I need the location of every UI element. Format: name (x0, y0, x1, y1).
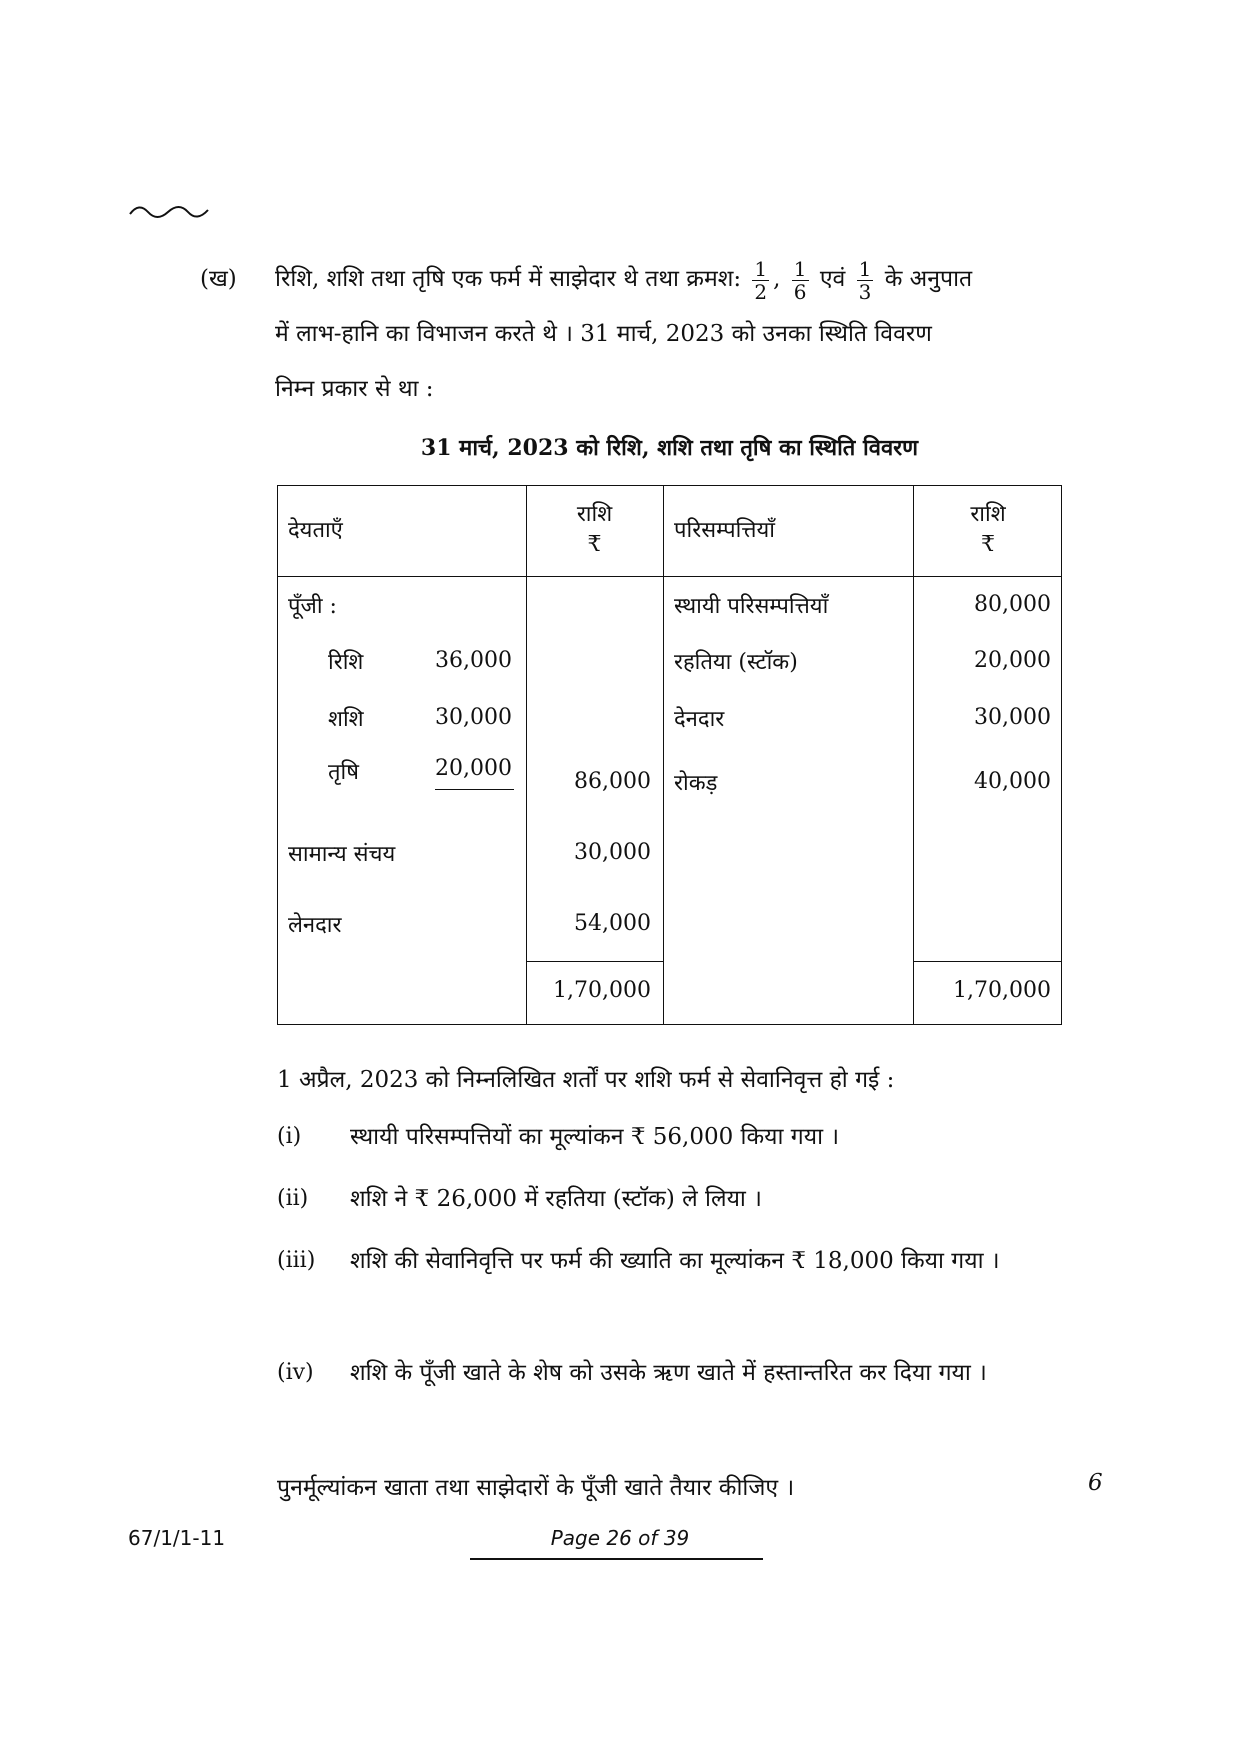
header-assets: परिसम्पत्तियाँ (674, 518, 775, 543)
asset-name: रहतिया (स्टॉक) (674, 650, 798, 675)
question-part-label: (ख) (200, 266, 237, 292)
partner-name: रिशि (328, 650, 364, 675)
condition-number: (i) (277, 1124, 302, 1149)
asset-amount: 80,000 (974, 592, 1051, 617)
partner-capital: 20,000 (435, 756, 512, 781)
assets-total: 1,70,000 (953, 978, 1051, 1003)
condition-number: (iii) (277, 1248, 316, 1273)
question-line-3: निम्न प्रकार से था : (275, 376, 434, 402)
question-line-1: रिशि, शशि तथा तृषि एक फर्म में साझेदार थे तथा क्रमश: $\frac{1}{2}$ , $\frac{1}{6}$ एवं $\frac{1}{3}$ के अनुपात (275, 256, 973, 304)
partner-name: शशि (328, 707, 364, 732)
instruction-text: पुनर्मूल्यांकन खाता तथा साझेदारों के पूँजी खाते तैयार कीजिए । (277, 1475, 795, 1501)
asset-amount: 20,000 (974, 648, 1051, 673)
footer-rule (470, 1558, 763, 1560)
liabilities-total: 1,70,000 (553, 978, 651, 1003)
ratio-conjunction: एवं (819, 266, 846, 292)
header-amount-assets: राशि ₹ (970, 502, 1006, 557)
balance-sheet-table (277, 485, 1062, 1025)
asset-name: देनदार (674, 707, 725, 732)
condition-text: शशि ने ₹ 26,000 में रहतिया (स्टॉक) ले लिया । (350, 1186, 762, 1212)
conditions-intro: 1 अप्रैल, 2023 को निम्नलिखित शर्तों पर शशि फर्म से सेवानिवृत्त हो गई : (277, 1067, 895, 1093)
condition-text: स्थायी परिसम्पत्तियों का मूल्यांकन ₹ 56,000 किया गया । (350, 1124, 840, 1150)
asset-amount: 40,000 (974, 769, 1051, 794)
marks: 6 (1088, 1470, 1103, 1496)
balance-sheet-title: 31 मार्च, 2023 को रिशि, शशि तथा तृषि का स्थिति विवरण (420, 435, 919, 461)
partner-name: तृषि (328, 760, 359, 785)
header-amount-liabilities: राशि ₹ (576, 502, 613, 557)
question-text-after: के अनुपात (884, 266, 973, 292)
condition-text: शशि के पूँजी खाते के शेष को उसके ऋण खाते में हस्तान्तरित कर दिया गया । (350, 1360, 987, 1386)
condition-text: शशि की सेवानिवृत्ति पर फर्म की ख्याति का मूल्यांकन ₹ 18,000 किया गया । (350, 1248, 1000, 1274)
general-reserve-amount: 30,000 (574, 840, 651, 865)
asset-name: स्थायी परिसम्पत्तियाँ (674, 594, 829, 619)
paper-code: 67/1/1-11 (128, 1526, 226, 1550)
asset-amount: 30,000 (974, 705, 1051, 730)
ratio-fraction-2: $\frac{1}{6}$ (793, 256, 807, 304)
creditors-label: लेनदार (288, 913, 342, 938)
general-reserve-label: सामान्य संचय (288, 842, 396, 867)
page-number: Page 26 of 39 (550, 1526, 690, 1550)
question-text-before: रिशि, शशि तथा तृषि एक फर्म में साझेदार थे तथा क्रमश: (275, 266, 742, 292)
partner-capital: 36,000 (435, 648, 512, 673)
partner-capital: 30,000 (435, 705, 512, 730)
condition-number: (ii) (277, 1186, 309, 1211)
squiggle-icon (128, 200, 210, 222)
condition-number: (iv) (277, 1360, 314, 1385)
question-line-2: में लाभ-हानि का विभाजन करते थे । 31 मार्च, 2023 को उनका स्थिति विवरण (275, 321, 932, 347)
ratio-fraction-1: $\frac{1}{2}$ (754, 256, 768, 304)
header-liabilities: देयताएँ (288, 518, 343, 543)
creditors-amount: 54,000 (574, 911, 651, 936)
ratio-fraction-3: $\frac{1}{3}$ (858, 256, 872, 304)
capital-label: पूँजी : (288, 594, 337, 619)
capital-total: 86,000 (574, 769, 651, 794)
asset-name: रोकड़ (674, 771, 718, 796)
